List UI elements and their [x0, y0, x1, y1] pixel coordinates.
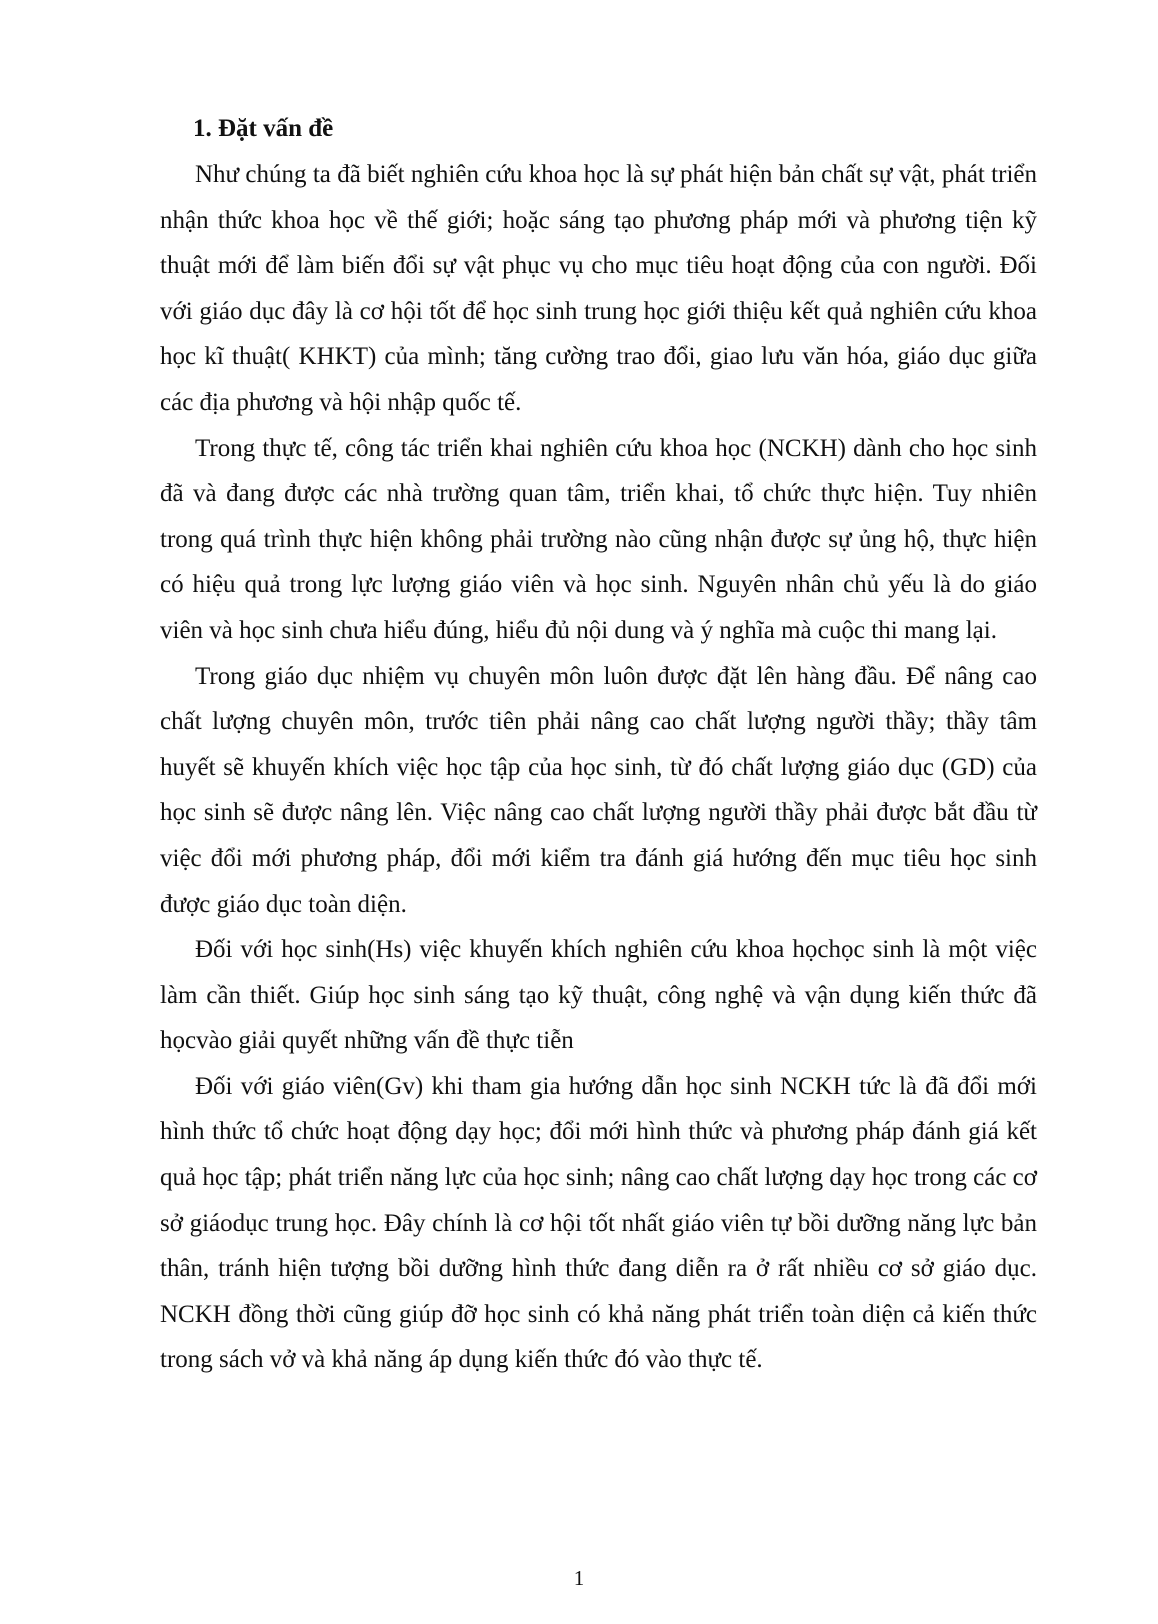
page-number: 1 [573, 1566, 585, 1590]
paragraph-nckh-reality: Trong thực tế, công tác triển khai nghiên cứu khoa học (NCKH) dành cho học sinh đã và đang được các nhà trường quan tâm, triển khai, tổ chức thực hiện. Tuy nhiên trong quá trình thực hiện không phải trường nào cũng nhận được sự ủng hộ, thực hiện có hiệu quả trong lực lượng giáo viên và học sinh. Nguyên nhân chủ yếu là do giáo viên và học sinh chưa hiểu đúng, hiểu đủ nội dung và ý nghĩa mà cuộc thi mang lại. [160, 434, 1037, 644]
section-heading: 1. Đặt vấn đề [193, 115, 334, 142]
document-body [160, 106, 1037, 1383]
paragraph-for-students: Đối với học sinh(Hs) việc khuyến khích nghiên cứu khoa họchọc sinh là một việc làm cần thiết. Giúp học sinh sáng tạo kỹ thuật, công nghệ và vận dụng kiến thức đã họcvào giải quyết những vấn đề thực tiễn [160, 936, 1037, 1055]
paragraph-education-quality: Trong giáo dục nhiệm vụ chuyên môn luôn được đặt lên hàng đầu. Để nâng cao chất lượng chuyên môn, trước tiên phải nâng cao chất lượng người thầy; thầy tâm huyết sẽ khuyến khích việc học tập của học sinh, từ đó chất lượng giáo dục (GD) của học sinh sẽ được nâng lên. Việc nâng cao chất lượng người thầy phải được bắt đầu từ việc đổi mới phương pháp, đổi mới kiểm tra đánh giá hướng đến mục tiêu học sinh được giáo dục toàn diện. [160, 662, 1037, 918]
paragraph-for-teachers: Đối với giáo viên(Gv) khi tham gia hướng dẫn học sinh NCKH tức là đã đổi mới hình thức tổ chức hoạt động dạy học; đổi mới hình thức và phương pháp đánh giá kết quả học tập; phát triển năng lực của học sinh; nâng cao chất lượng dạy học trong các cơ sở giáodục trung học. Đây chính là cơ hội tốt nhất giáo viên tự bồi dưỡng năng lực bản thân, tránh hiện tượng bồi dưỡng hình thức đang diễn ra ở rất nhiều cơ sở giáo dục. NCKH đồng thời cũng giúp đỡ học sinh có khả năng phát triển toàn diện cả kiến thức trong sách vở và khả năng áp dụng kiến thức đó vào thực tế. [160, 1072, 1037, 1374]
paragraph-research-definition: Như chúng ta đã biết nghiên cứu khoa học là sự phát hiện bản chất sự vật, phát triển nhận thức khoa học về thế giới; hoặc sáng tạo phương pháp mới và phương tiện kỹ thuật mới để làm biến đổi sự vật phục vụ cho mục tiêu hoạt động của con người. Đối với giáo dục đây là cơ hội tốt để học sinh trung học giới thiệu kết quả nghiên cứu khoa học kĩ thuật( KHKT) của mình; tăng cường trao đổi, giao lưu văn hóa, giáo dục giữa các địa phương và hội nhập quốc tế. [160, 161, 1037, 416]
